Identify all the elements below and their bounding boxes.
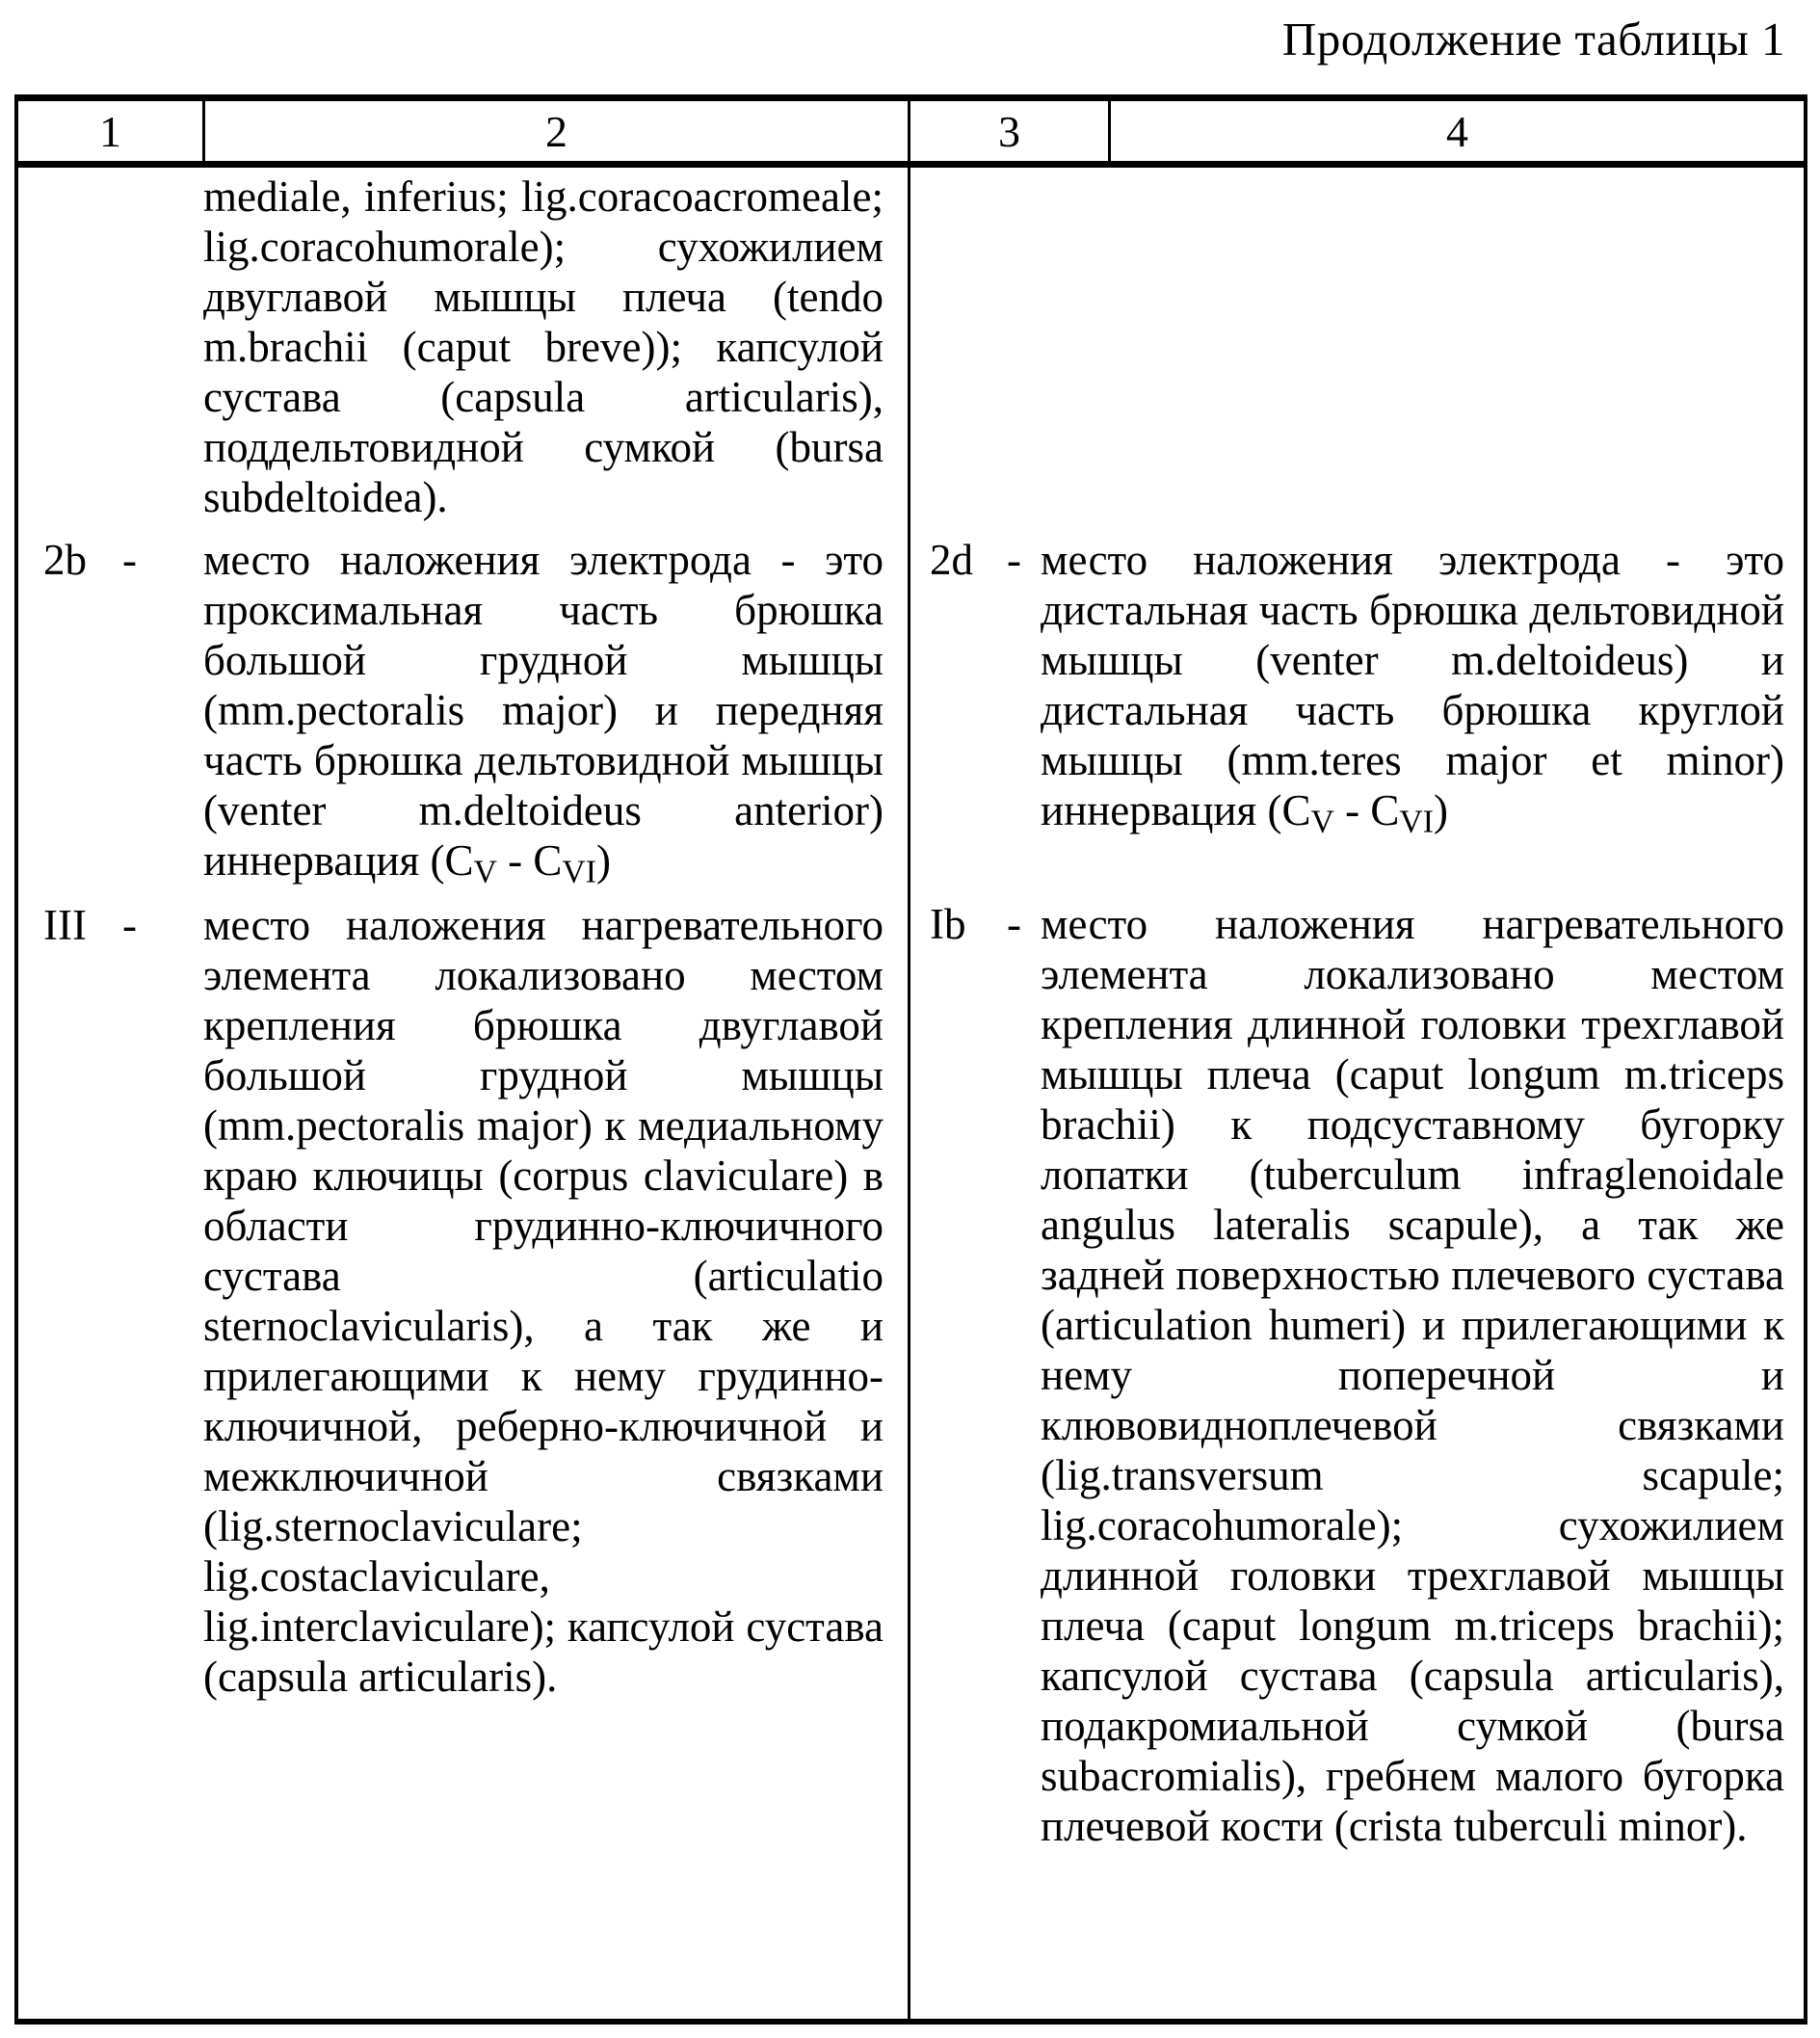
empty-cell-space [910,168,1804,535]
paragraph-ib-text: место наложения нагревательного элемента локализовано местом крепления длинной головки трехглавой мышцы плеча (caput longum m.triceps brachii) к подсуставному бугорку лопатки (tuberculum infraglenoidale angulus lateralis scapule), а так же задней поверхностью плечевого сустава (articulation humeri) и прилегающими к нему поперечной и клювовидноплечевой связками (lig.transversum scapule; lig.coracohumorale); сухожилием длинной головки трехглавой мышцы плеча (caput longum m.triceps brachii); капсулой сустава (capsula articularis), подакромиальной сумкой (bursa subacromialis), гребнем малого бугорка плечевой кости (crista tuberculi minor). [1041,900,1784,1850]
paragraph-2d-body: место наложения электрода - это дистальная часть брюшка дельтовидной мышцы (venter m.deltoideus) и дистальная часть брюшка круглой мышцы (mm.teres major et minor) [1041,536,1784,784]
table-body-row [18,168,1804,2019]
paragraph-continuation [18,172,908,522]
innervation-sub-vi: VI [562,854,596,890]
paragraph-ib-label: Ib [930,900,966,948]
paragraph-continuation-text: mediale, inferius; lig.coracoacromeale; lig.coracohumorale); сухожилием двуглавой мышцы плеча (tendo m.brachii (caput breve)); капсулой сустава (capsula articularis), поддельтовидной сумкой (bursa subdeltoidea). [203,172,884,521]
table-header-row [18,101,1804,168]
innervation-mid: - C [1333,786,1400,834]
header-cell-1: 1 [18,101,205,161]
innervation-prefix: иннервация (C [203,836,474,885]
table-continuation-1 [14,94,1807,2025]
paragraph-2d-text [1041,535,1784,840]
page-title: Продолжение таблицы 1 [1281,13,1785,66]
innervation-prefix: иннервация (C [1041,786,1311,834]
innervation-suffix: ) [595,836,611,885]
left-column-cell [18,168,910,2019]
paragraph-2b-dash: - [122,536,137,584]
paragraph-2b [18,535,908,890]
paragraph-iii-dash: - [122,901,137,949]
header-cell-3: 3 [910,101,1111,161]
innervation-sub-v: V [473,854,497,890]
paragraph-ib [910,899,1804,1851]
paragraph-iii-text: место наложения нагревательного элемента локализовано местом крепления брюшка двуглавой большой грудной мышцы (mm.pectoralis major) к медиальному краю ключицы (corpus claviculare) в области грудинно-ключичного сустава (articulatio sternoclavicularis), а так же и прилегающими к нему грудинно-ключичной, реберно-ключичной и межключичной связками (lig.sternoclaviculare; lig.costaclaviculare, lig.interclaviculare); капсулой сустава (capsula articularis). [203,901,884,1701]
paragraph-2d-label: 2d [930,536,973,584]
paragraph-2d-dash: - [1007,536,1021,584]
header-cell-2: 2 [205,101,910,161]
innervation-mid: - C [496,836,563,885]
header-cell-4: 4 [1446,106,1468,156]
paragraph-2b-body: место наложения электрода - это проксимальная часть брюшка большой грудной мышцы (mm.pectoralis major) и передняя часть брюшка дельтовидной мышцы (venter m.deltoideus anterior) [203,536,884,834]
paragraph-2d [910,535,1804,840]
paragraph-2b-label: 2b [43,536,87,584]
paragraph-iii-label: III [43,901,87,949]
innervation-suffix: ) [1433,786,1448,834]
paragraph-ib-dash: - [1007,900,1021,948]
innervation-sub-vi: VI [1399,804,1434,840]
paragraph-2b-text [203,535,884,890]
right-column-cell [910,168,1804,2019]
innervation-sub-v: V [1310,804,1334,840]
paragraph-iii [18,900,908,1702]
